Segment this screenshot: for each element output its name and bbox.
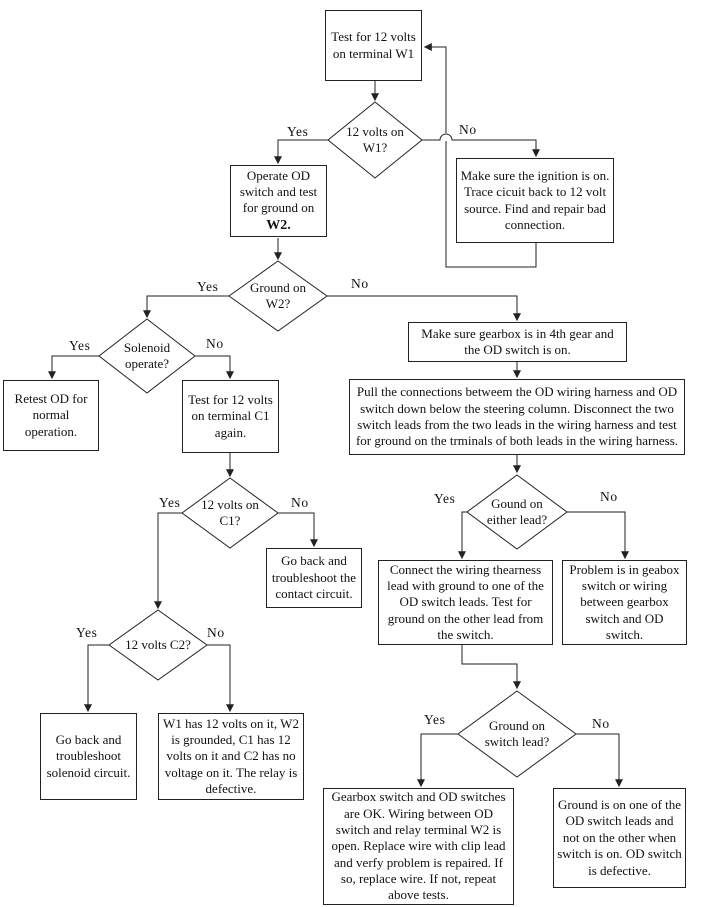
node-test-terminal-c1-text: Test for 12 volts on terminal C1 again. (188, 391, 273, 440)
node-gearbox-switch-problem-text: Problem is in geabox switch or wiring between gearbox switch and OD switch. (569, 561, 680, 643)
node-replace-wire-text: Gearbox switch and OD switches are OK. Wiring between OD switch and relay terminal W2 is open. Replace wire with clip lead and verfy problem is repaired. If so, replace wire. If not, repeat above tests. (331, 789, 506, 903)
edge-switchlead-yes (421, 734, 458, 786)
edge-label-yes-switch-lead: Yes (424, 712, 446, 727)
edge-c2-yes (88, 645, 109, 711)
node-replace-wire (323, 788, 514, 905)
node-connect-harness-lead-text: Connect the wiring thearness lead with ground to one of the OD switch leads. Test for ground on the other lead from the switch. (387, 561, 544, 643)
node-od-switch-defective (553, 788, 686, 888)
edge-label-yes-either-lead: Yes (434, 491, 456, 506)
node-troubleshoot-contact-circuit-text: Go back and troubleshoot the contact circuit. (271, 553, 357, 602)
edge-label-yes-w1: Yes (287, 124, 309, 139)
edge-c2-no (207, 645, 230, 711)
node-relay-defective (158, 713, 304, 800)
decision-solenoid-label: Solenoid operate? (123, 340, 171, 371)
edge-label-no-w2: No (351, 276, 369, 291)
edge-c1-no (278, 513, 314, 546)
node-troubleshoot-solenoid-circuit-text: Go back and troubleshoot solenoid circuit. (46, 731, 131, 780)
edge-label-yes-c2: Yes (76, 625, 98, 640)
node-gearbox-4th-gear (408, 322, 627, 362)
decision-switch-lead-label: Ground on switch lead? (484, 718, 550, 749)
node-retest-od-text: Retest OD for normal operation. (14, 390, 88, 439)
decision-12v-w1-label: 12 volts on W1? (346, 124, 404, 155)
node-pull-connections (349, 379, 685, 455)
edge-label-yes-solenoid: Yes (69, 338, 91, 353)
decision-12v-c2-label: 12 volts C2? (125, 637, 191, 653)
node-retest-od (3, 380, 99, 451)
node-check-ignition-text: Make sure the ignition is on. Trace cicuit back to 12 volt source. Find and repair bad connection. (460, 167, 610, 232)
node-test-terminal-c1 (182, 380, 279, 453)
node-troubleshoot-contact-circuit (266, 548, 362, 608)
decision-ground-w2-label: Ground on W2? (250, 280, 306, 311)
node-relay-defective-text: W1 has 12 volts on it, W2 is grounded, C1 has 12 volts on it and C2 has no voltage on it. The relay is defective. (163, 715, 299, 797)
edge-either-yes (462, 512, 467, 558)
node-pull-connections-text: Pull the connections betweem the OD wiring harness and OD switch down below the steering column. Disconnect the two switch leads from the two leads in the wiring harness and test for ground on the trminals of both leads in the wiring harness. (355, 384, 679, 449)
node-test-terminal-w1 (325, 10, 422, 81)
edge-either-no (567, 512, 625, 558)
node-troubleshoot-solenoid-circuit (40, 713, 137, 800)
edge-switchlead-no (576, 734, 619, 786)
edge-label-no-w1: No (459, 122, 477, 137)
node-check-ignition (456, 158, 614, 243)
edge-label-no-either-lead: No (600, 489, 618, 504)
edge-label-no-solenoid: No (206, 336, 224, 351)
edge-label-no-c1: No (291, 495, 309, 510)
edge-solenoid-no (195, 356, 230, 378)
edge-w2-yes (147, 296, 229, 317)
decision-12v-c1-label: 12 volts on C1? (201, 497, 259, 528)
edge-connect-to-switchleadq (462, 645, 517, 688)
node-od-switch-defective-text: Ground is on one of the OD switch leads and not on the other when switch is on. OD switch is defective. (557, 797, 682, 878)
edge-label-yes-w2: Yes (197, 279, 219, 294)
edge-w1-no (422, 134, 536, 156)
edge-w1-yes (278, 140, 328, 163)
edge-label-yes-c1: Yes (159, 495, 181, 510)
node-gearbox-4th-gear-text: Make sure gearbox is in 4th gear and the OD switch is on. (421, 325, 614, 357)
decision-either-lead-label: Gound on either lead? (486, 496, 548, 527)
edge-label-no-c2: No (207, 625, 225, 640)
node-connect-harness-lead (378, 560, 553, 645)
node-operate-od-switch-emphasis: W2. (266, 217, 291, 233)
node-gearbox-switch-problem (562, 560, 687, 645)
edge-c1-yes (158, 513, 182, 608)
node-test-terminal-w1-text: Test for 12 volts on terminal W1 (331, 29, 416, 61)
node-operate-od-switch-text: Operate OD switch and test for ground on (239, 167, 318, 216)
edge-solenoid-yes (52, 356, 99, 378)
edge-w2-no (327, 296, 517, 320)
edge-label-no-switch-lead: No (592, 716, 610, 731)
node-operate-od-switch (230, 165, 327, 237)
